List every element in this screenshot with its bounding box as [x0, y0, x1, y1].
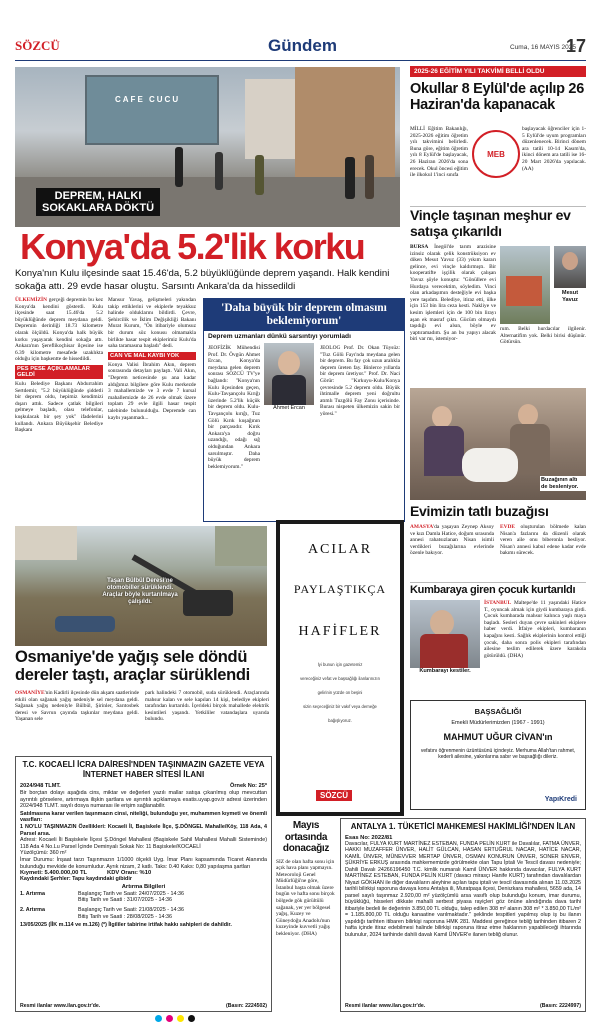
section-title: Gündem	[268, 36, 337, 55]
quote-subhead: Deprem uzmanları dünkü sarsıntıyı yorumladı	[208, 333, 351, 340]
quote-left-text: JEOFİZİK Mühendisi Prof. Dr. Övgün Ahmet Ercan, Konya'da meydana gelen deprem sonrası SÖZCÜ TV'ye bağlandı: "Konya'nın Kulu ilçesinden geçen, Kulu-Tavşançolu Kırığı üzerinde 5.2'lik küçük bir deprem oldu. Kulu-Tavşançolu kırığı, Tuz Gölü Kırık kuşağının bir parçasıdır. Kırık Ankara'ya doğru uzandığı, odağı sığ olduğundan Ankara sarsılmıştır. Daha büyük deprem beklemiyorum."	[208, 345, 260, 470]
school-bar: 2025-26 EĞİTİM YILI TAKVİMİ BELLİ OLDU	[410, 66, 586, 77]
mesut-yavuz-photo	[554, 246, 586, 288]
tender-address: Adresi: Kocaeli İli Başiskele İlçesi Ş.Döngel Mahallesi (Başiskele Sahil Mahallesi Mahalli Sisteminde) 118 Ada 4 No.Lu Parsel İçinde Deminyalı Sokak No: 11 Başiskele/KOCAELİ	[20, 837, 267, 850]
yapikredi-logo: YapıKredi	[544, 796, 577, 803]
lead-col-2: Mansur Yavaş, gelişmeleri yakından takip ettiklerini ve ekiplerle teyakkuz halinde olduklarını bildirdi. Çevre, Şehircilik ve İklim Değişikliği Bakanı Murat Kurum, "Ön itibariyle olumsuz bir durum söz konusu olmamakla birlikte hasar tespit ekiplerimiz Kulu'da saha taramasına başladı" dedi. CAN VE MAL KAYBI YOK Konya Valisi İbrahim Akın, deprem sonrasında detayları paylaştı. Vali Akın, "Deprem neticesinde şu ana kadar aldığımız bilgilere göre Kulu merkezde 3 mahallemizde ve 3 evde 7 kursal mahallemizde de 26 evde olmak üzere toplam 29 evle ilgili hasar tespit talebinde bulunulduğu. Depremde can kaybı yaşanmadı...	[108, 297, 196, 421]
ahmet-ercan-photo	[264, 343, 314, 405]
ad-tiny-3: gelirinin yüzde on beşini	[317, 690, 363, 695]
tender-a2-label: 2. Artırma	[20, 906, 45, 913]
winch-text-2: rum. Belki hurdacılar ilgilenir. Alternatifim yok. Belki birisi düşünür. Götürsün.	[500, 326, 586, 346]
quote-right-text: JEOLOG Prof. Dr. Okan Tüysüz: "Tuz Gölü Fayı'nda meydana gelen bir deprem. Bu fay çok uzun aralıkla deprem üreten fay. Binlerce yıllarda bir deprem üretiyor." Prof. Dr. Naci Görür: "Kırkuyu-Kulu/Konya çevresinde 5.2 deprem oldu. Büyük ihtimalle deprem yeni doğrultu atımlı Tuzgölü Fay Zonu içerisinde. Burası nispeten ülkemizin sakin bir yöresi."	[320, 345, 400, 417]
antalya-text: Davacılar, FULYA KURT MARTİNEZ ESTEBAN, FUNDA PELİN KURT ile Davalılar, FATMA ÜNVER, HAKKI MUZAFFER ÜNVER, HALİT GÜLCAN, HASAN ERTUĞRUL NACAR, HATİCE NACAR, KAMİL ÜNVER, MÜNEVVER MERTAP ÜNVER, OSMAN KONURUN ÜNVER, SONER ENVER, ŞÜKRİYE ERKUŞ arasında mahkememizde görülmekte olan Tapu İptali Ve Tescil davası nedeniyle; Dahili Davalı 24266196450 T.C. kimlik numaralı Kamil ÜNVER hakkında davacılar, FULYA KURT MARTİNEZ ESTEBAN, FUNDA PELİN KURT (davacı mirasçı Hanife KURT) tarafından davalılardan Niyazi GÖKHAN ile diğer davalıların aleyhine açılan tapu iptali ve tescil davasında alınan 11.03.2025 tarihli bilirkişi raporuna davaya konu Antalya ili, Muratpaşa ilçesi, Deniızkara mahallesi, 5659 ada, 14 parsel sayılı taşınmaz 2.920,00 m² yüzölçümlü arsa vasıflı olup bulunduğu konum, imar durumu, büyüklüğü, hisseleri dikkate mahalli serbest piyasa rayiçleri göz önüne alındığında dava tarihi itibariyle bedeli ile değerinin 3.850,00 TL olduğu, talep edilen 308 m² alanın 308 m² * 3.850,00 TL/m² = 1.185.800,00 TL olduğu kanaatine varılmaktadır." şeklinde tespitleri yapılmış olup iş bu ilanın yapıldığı tarihten itibaren bilirkişi raporuna HMK 281. Maddesi gereğince tebliğ tarihinden itibaren 2 hafta içinde itiraz edebilmesi halinde bilirkişi raporuna itiraz etme haklarının yapabileceği ihtarında bulunulur, 2024 tarihinde dahili davalı Kamil ÜNVER'e ilanen tebliğ olunur.	[345, 840, 581, 938]
obit-sub: Emekli Müdürlerimizden (1967 - 1991)	[451, 720, 545, 726]
winch-story	[410, 208, 586, 388]
lead-col1-subhead: PES PESE AÇIKLAMALAR GELDİ	[15, 365, 103, 379]
quote-headline: 'Daha büyük bir deprem olmasını beklemiyorum'	[204, 299, 404, 331]
tender-section: Satılmasına karar verilen taşınmazın cinsi, niteliği, bulunduğu yer, muhammen kıymeti ve önemli vasıfları:	[20, 810, 267, 824]
mayis-title: Mayıs ortasında donacağız	[282, 820, 330, 854]
tender-zoning: İmar Durumu: İnşaat tarzı Taşınmazın 1/1000 ölçekli Uyg. İmar Planı kapsamında Ticaret Alanında bulunduğu mevkide de konumludur. Ayrık nizam, 2 katlı. Taks: 0.40 Kaks: 0,80 yapılaşma şartları	[20, 856, 267, 870]
ad-acilar-line1: ACILAR	[307, 542, 373, 557]
antalya-footer-right: (Basın: 2224997)	[540, 1003, 581, 1009]
obit-title: BAŞSAĞLIĞI	[474, 707, 522, 716]
lead-headline: Konya'da 5.2'lik korku	[20, 226, 365, 267]
tender-a2-end: Bitiş Tarih ve Saati : 28/08/2025 - 14:36	[78, 913, 172, 920]
tender-item: 1 NO'LU TAŞINMAZIN Özellikleri: Kocaeli İl, Başiskele İlçe, Ş.DÖNGEL Mahalle/Köy, 118 Ada, 4 Parsel arsa.	[20, 823, 267, 837]
page-number: 17	[566, 36, 587, 56]
calf-photo	[410, 388, 586, 500]
school-left-text: MİLLİ Eğitim Bakanlığı, 2025-2026 eğitim öğretim yılı takvimini belirledi. Buna göre, eğitim öğretim yılı 8 Eylül'de başlayacak, 26 Haziran 2026'da sona erecek. Okul öncesi eğitim ile ilkokul 1'inci sınıfa	[410, 126, 468, 179]
mesut-yavuz-caption: Mesut Yavuz	[561, 290, 579, 303]
tender-area: Yüzölçümü: 360 m²	[20, 850, 67, 857]
kumbara-photo	[410, 600, 480, 668]
flood-col-1: OSMANİYE'nin Kadirli ilçesinde dün akşam saatlerinde etkili olan sağanak yağış nedeniyle sel meydana geldi. Sağanak yağış nedeniyle Bülbül, Şirinler, Sarıtosbek deresi ve Savrun çayında taşkınlar meydana geldi. Yaşanan sele	[15, 690, 139, 723]
kumbara-caption: Kumbarayı kestiler.	[419, 668, 471, 674]
ad-tiny-2: vereceğiniz vefat ve başsağlığı ilanlarınızın	[300, 676, 380, 681]
ad-acilar-line2: PAYLAŞTIKÇA	[293, 582, 387, 596]
kumbara-headline: Kumbaraya giren çocuk kurtarıldı	[410, 584, 576, 596]
lead-col2-subhead: CAN VE MAL KAYBI YOK	[108, 352, 196, 360]
tender-auctions-title: Artırma Bilgileri	[121, 883, 166, 890]
tender-a2-start: Başlangıç Tarih ve Saati: 21/08/2025 - 14:36	[78, 906, 184, 913]
evimizin-left-text: AMASYA'da yaşayan Zeynep Aksoy ve kızı Damla Hatice, doğum sırasında annesi rahatsızlanan Nisan isimli verdikleri buzağılarına evlerinde özenle bakıyor.	[410, 524, 494, 557]
evimizin-right-text: EVDE oluşturulan bölmede kalan Nisan'a fazlarını da düzenli olarak veren aile onu biberonla besliyor. Nisan'ı annesi kabul edene kadar evde bakımı sürecek.	[500, 524, 586, 557]
ahmet-ercan-caption: Ahmet Ercan	[264, 405, 314, 411]
tender-a1-end: Bitiş Tarih ve Saati : 31/07/2025 - 14:36	[78, 897, 172, 904]
evimizin-headline: Evimizin tatlı buzağısı	[410, 503, 549, 519]
obit-name: MAHMUT UĞUR CİVAN'ın	[443, 732, 553, 742]
ad-tiny-1: İyi bunun için gazetemiz	[317, 662, 363, 667]
masthead	[0, 0, 601, 64]
tender-a1-label: 1. Artırma	[20, 890, 45, 897]
school-story	[410, 66, 586, 208]
winch-text-1: BURSA İnegöl'de tarım arazisine izinsiz olarak çelik konstrüksiyon ev diken Mesut Yavuz (33) yıkım kararı gelince, evi vinçle kaldırmıştı. Bir kooperatifte işçilik olarak çalışan Yavuz şöyle konuştu: "Gönüllere evi Hurdaya verecektim, söyledim. Vinci olan arkadaşımın desteğiyle evi başka yere taşıdım. Belediye, itiraz etti, ülke için 153 bin lira ceza kesti. Nakliye ve kesim işlemleri için de 100 bin lirayı aşan ek masraf çıktı. Gücüm olmaydı taşıdığı evi alsın, böyle ev yaptıramadım. Şu an bu yapıyı alacak biri var mı, istemiyor-	[410, 244, 496, 343]
tender-file: 2024/948 TLMT.	[20, 783, 61, 789]
school-right-text: başlayacak öğrenciler için 1-5 Eylül'de uyum programları düzenlenecek. Birinci dönem ara tatili 10-14 Kasım'da, ikinci dönem ara tatili ise 16-20 Mart 2026'da yapılacak. (AA)	[522, 126, 586, 172]
winch-headline: Vinçle taşınan meşhur ev satışa çıkarıldı	[410, 207, 571, 239]
ad-acilar-line3: HAFİFLER	[298, 624, 382, 639]
lead-col-1: ÜLKEMİZİN gerçeği depremin bu kez Konya'da kendini gösterdi. Kulu ilçesinde saat 15.46'da 5.2 büyüklüğünde deprem meydana geldi. Depremin derinliği 18.73 kilometre olarak ölçüldü. Konya'da halk büyük korku yaşayarak kendini sokağa attı. Ankara'nın Şereflikoçhisar ilçesine ise 6.39 kilometre mesafede uzaklıkta olduğu için başkentte de hissedildi. PES PESE AÇIKLAMALAR GELDİ Kulu Belediye Başkanı Abdurrahim Sertdemir, "5.2 büyüklüğünde şiddetli bir deprem oldu, hepimiz kendimizi dışarı attık. Sadece çatlak bilgileri gelmeye başladı, olası telefonlar, kuşkulacak bir şey yok" ifadelerini kullandı. Ankara Büyükşehir Belediye Başkanı	[15, 297, 103, 434]
tender-records: Kaydındaki Şerhler: Tapu kaydındaki gibidir	[20, 876, 132, 883]
tender-title: T.C. KOCAELİ İCRA DAİRESİ'NDEN TAŞINMAZIN GAZETE VEYA İNTERNET HABER SİTESİ İLANI	[22, 760, 265, 779]
tender-example: Örnek No: 25*	[230, 783, 267, 789]
kumbara-text: İSTANBUL Maltepe'de 11 yaşındaki Hatice T., oyuncak almak için giydi kumbaraya girdi. Çocuk kumbarada mahsur kalınca yaşlı maya başladı. Sesleri duyan çevre sakinleri ekiplere haber verdi. İtfaiye ekipleri, kumbaranın kapağını kesti. Sağlık ekiplerinin kontrol ettiği çocuk, daha sonra polis ekipleri tarafından ailesine teslim edilerek üzere karakola götürüldü. (DHA)	[484, 600, 586, 659]
tender-date-note: 13/05/2025 (İİK m.114 ve m.126) (*) İlgililer tabirine irtifak hakkı sahipleri de dahildir.	[20, 922, 232, 929]
evimizin-story	[410, 504, 586, 584]
mayis-weather	[276, 820, 336, 1012]
ad-sozcu-logo: SÖZCÜ	[316, 790, 352, 801]
sozcu-logo: SÖZCÜ	[15, 38, 60, 53]
antalya-title: ANTALYA 1. TÜKETİCİ MAHKEMESİ HAKİMLİĞİ'NDEN İLAN	[350, 822, 576, 831]
lead-deck: Konya'nın Kulu ilçesinde saat 15.46'da, 5.2 büyüklüğünde deprem yaşandı. Halk kendini sokağa attı. 29 evde hasar oluştu. Sarsıntı Ankara'da da hissedildi	[15, 268, 390, 292]
calf-caption: Buzağının altı de besleniyor.	[540, 476, 586, 491]
tender-kdv: KDV Oranı: %10	[107, 870, 152, 877]
school-headline: Okullar 8 Eylül'de açılıp 26 Haziran'da kapanacak	[410, 81, 584, 113]
tender-footer-left: Resmi ilanlar www.ilan.gov.tr'de.	[20, 1003, 101, 1009]
kumbara-story	[410, 584, 586, 692]
flood-photo	[15, 526, 267, 646]
flood-col-2: park halindeki 7 otomobil, suda sürüklendi. Araçlarında mahsur kalan ve sele kapılan 14 kişi, belediye ekipleri tarafından kurtarıldı. İçerideki birçok mahallede elektrik kesintileri yaşandı. Yetkililer vatandaşlara uyarıda bulundu.	[145, 690, 269, 723]
antalya-footer-left: Resmi ilanlar www.ilan.gov.tr'de.	[345, 1003, 426, 1009]
kocaeli-tender-notice	[15, 756, 272, 1012]
ad-tiny-5: bağışlıyoruz.	[328, 718, 352, 723]
obituary	[410, 700, 586, 810]
ad-tiny-4: sizin seçeceğiniz bir vakıf veya derneğe	[303, 704, 377, 709]
flood-photo-caption: Taşan Bülbül Deresi'ne otomobiller sürüklendi. Araçlar böyle kurtarılmaya çalışıldı.	[102, 578, 178, 605]
lead-kicker: DEPREM, HALKI SOKAKLARA DÖKTÜ	[36, 188, 160, 216]
flood-headline: Osmaniye'de yağış sele döndü dereler taştı, araçlar sürüklendi	[15, 648, 250, 684]
ad-acilar	[276, 520, 404, 816]
antalya-case: Esas No: 2022/81	[345, 834, 393, 841]
cafe-sign: CAFE CUCU	[115, 95, 181, 104]
mayis-text: SIZ de olan hafta sonu için açık hava planı yapmayın. Meteoroloji Genel Müdürlüğü'ne göre, İstanbul başta olmak üzere bugün ve hafta sonu birçok bölgede gök gürültülü sağanak, yer yer bölgesel yağış, Kuzey ve Güneydoğu Anadolu'nun kuzeyinde kuvvetli yağış bekleniyor. (DHA)	[276, 858, 335, 938]
winch-house-photo	[500, 246, 550, 324]
obit-text: vefatını öğrenmenin üzüntüsünü içindeyiz. Merhuma Allah'tan rahmet, kederli ailesine, yakınlarına sabır ve başsağlığı dileriz.	[420, 748, 576, 761]
print-color-marks	[155, 1015, 195, 1022]
tender-intro: Bir borçtan dolayı aşağıda cins, miktar ve değerleri yazılı mallar satışa çıkarılmış olup mevcuttan ayrıntılı görselere, artırmaya ilişkin şartlara ve ayrıntılı açıklamaya esatis.uyap.gov.tr adresi üzerinden 2024/948 TLMT. sayılı dosya numarası ile erişim sağlanabilir.	[20, 790, 267, 810]
antalya-court-notice	[340, 818, 586, 1012]
issue-date: Cuma, 16 MAYIS 2025	[510, 44, 576, 51]
tender-value: Kıymeti: 5.400.000,00 TL	[20, 870, 88, 877]
tender-a1-start: Başlangıç Tarih ve Saati: 24/07/2025 - 14:36	[78, 890, 184, 897]
expert-quote-box	[203, 298, 405, 522]
meb-seal-icon: MEB	[472, 130, 520, 178]
tender-footer-right: (Basın: 2224502)	[226, 1003, 267, 1009]
